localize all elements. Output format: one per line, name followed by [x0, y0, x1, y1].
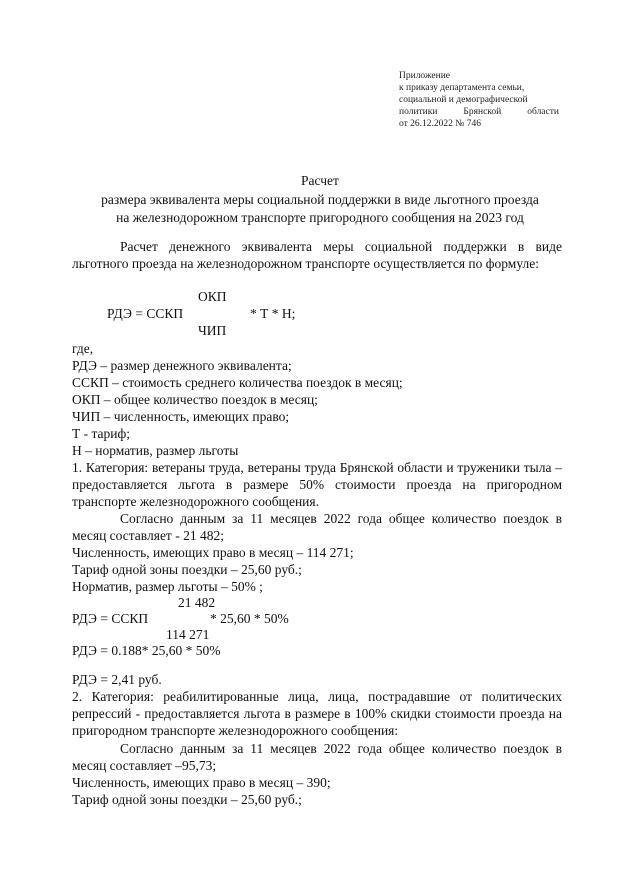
- annex-word: области: [527, 107, 559, 117]
- formula-left: РДЭ = ССКП: [107, 306, 184, 321]
- category-1-trips: Согласно данным за 11 месяцев 2022 года общее количество поездок в месяц составляет - 21 482;: [72, 511, 562, 543]
- formula-numerator: ОКП: [198, 289, 227, 304]
- annex-block: [399, 70, 559, 130]
- calc-right: * 25,60 * 50%: [210, 611, 289, 626]
- annex-line: [399, 106, 559, 118]
- annex-line: социальной и демографической: [399, 95, 528, 105]
- calc-step: РДЭ = 0.188* 25,60 * 50%: [72, 643, 221, 658]
- legend-item: РДЭ – размер денежного эквивалента;: [72, 358, 292, 373]
- category-1-eligible: Численность, имеющих право в месяц – 114 271;: [72, 545, 354, 560]
- legend-item: Н – норматив, размер льготы: [72, 443, 239, 458]
- legend-item: ССКП – стоимость среднего количества поездок в месяц;: [72, 375, 403, 390]
- document-subtitle: на железнодорожном транспорте пригородного сообщения на 2023 год: [116, 210, 524, 225]
- calc-denominator: 114 271: [166, 627, 210, 642]
- category-2-tariff: Тариф одной зоны поездки – 25,60 руб.;: [72, 792, 302, 807]
- annex-line: к приказу департамента семьи,: [399, 83, 525, 93]
- document-title: Расчет: [301, 173, 339, 188]
- legend-item: Т - тариф;: [72, 426, 131, 441]
- annex-line: Приложение: [399, 71, 450, 81]
- intro-paragraph: Расчет денежного эквивалента меры социальной поддержки в виде льготного проезда на железнодорожном транспорте осуществляется по формуле:: [72, 239, 562, 271]
- category-1-result: РДЭ = 2,41 руб.: [72, 672, 162, 687]
- annex-word: Брянской: [463, 107, 502, 117]
- category-2-trips: Согласно данным за 11 месяцев 2022 года общее количество поездок в месяц составляет –95,73;: [72, 741, 562, 773]
- formula-denominator: ЧИП: [198, 323, 227, 338]
- annex-date: от 26.12.2022 № 746: [399, 119, 481, 129]
- formula-right: * Т * Н;: [250, 306, 296, 321]
- annex-word: политики: [399, 107, 438, 117]
- calc-left: РДЭ = ССКП: [72, 611, 149, 626]
- calc-numerator: 21 482: [178, 595, 216, 610]
- category-2-heading: 2. Категория: реабилитированные лица, лица, пострадавшие от политических репрессий - предоставляется льгота в размере в 100% скидки стоимости проезда на пригородном транспорте железнодорожного сообщения:: [72, 689, 562, 738]
- category-2-eligible: Численность, имеющих право в месяц – 390;: [72, 775, 331, 790]
- document-subtitle: размера эквивалента меры социальной поддержки в виде льготного проезда: [101, 192, 539, 207]
- category-1-tariff: Тариф одной зоны поездки – 25,60 руб.;: [72, 562, 302, 577]
- category-1-heading: 1. Категория: ветераны труда, ветераны труда Брянской области и труженики тыла – предоставляется льгота в размере 50% стоимости проезда на пригородном транспорте железнодорожного сообщения.: [72, 460, 562, 509]
- legend-item: ЧИП – численность, имеющих право;: [72, 409, 290, 424]
- legend-item: ОКП – общее количество поездок в месяц;: [72, 392, 318, 407]
- legend-where: где,: [72, 341, 94, 356]
- category-1-norm: Норматив, размер льготы – 50% ;: [72, 579, 263, 594]
